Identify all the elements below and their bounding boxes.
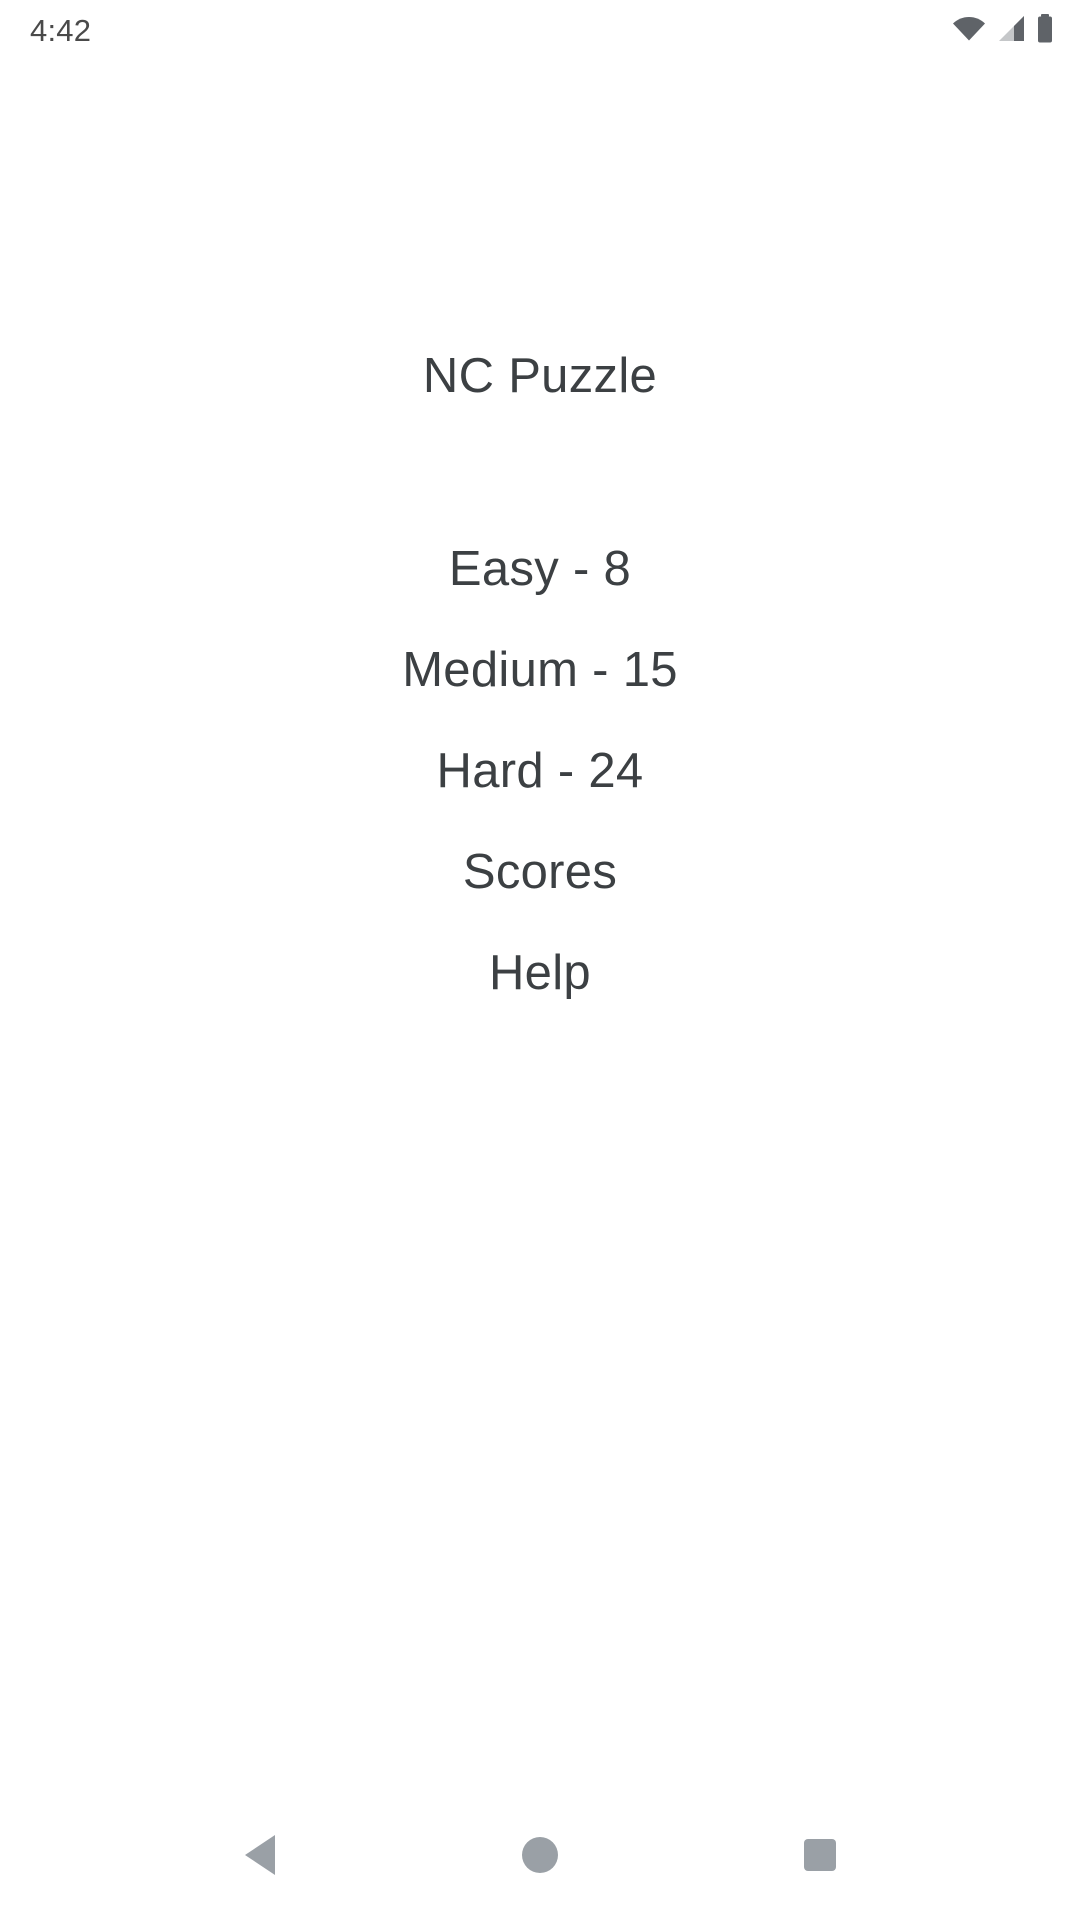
- menu-item-hard[interactable]: Hard - 24: [436, 744, 644, 798]
- main-menu: [0, 349, 1080, 1024]
- nav-recents-button[interactable]: [775, 1810, 865, 1900]
- square-recents-icon: [804, 1839, 836, 1871]
- page-title: NC Puzzle: [422, 349, 658, 403]
- main-content: [0, 62, 1080, 1790]
- menu-item-easy[interactable]: Easy - 8: [448, 542, 632, 596]
- cellular-signal-icon: [996, 15, 1026, 48]
- circle-home-icon: [522, 1837, 558, 1873]
- system-navigation-bar: [0, 1790, 1080, 1920]
- menu-item-help[interactable]: Help: [489, 946, 591, 1000]
- nav-back-button[interactable]: [215, 1810, 305, 1900]
- menu-item-scores[interactable]: Scores: [462, 845, 618, 899]
- battery-icon: [1036, 14, 1054, 49]
- status-clock: 4:42: [30, 13, 92, 48]
- menu-item-medium[interactable]: Medium - 15: [402, 643, 678, 697]
- wifi-icon: [952, 16, 986, 47]
- triangle-back-icon: [245, 1835, 275, 1875]
- status-icon-group: [952, 14, 1054, 49]
- status-bar: [0, 0, 1080, 62]
- menu-list: [362, 519, 718, 1024]
- nav-home-button[interactable]: [495, 1810, 585, 1900]
